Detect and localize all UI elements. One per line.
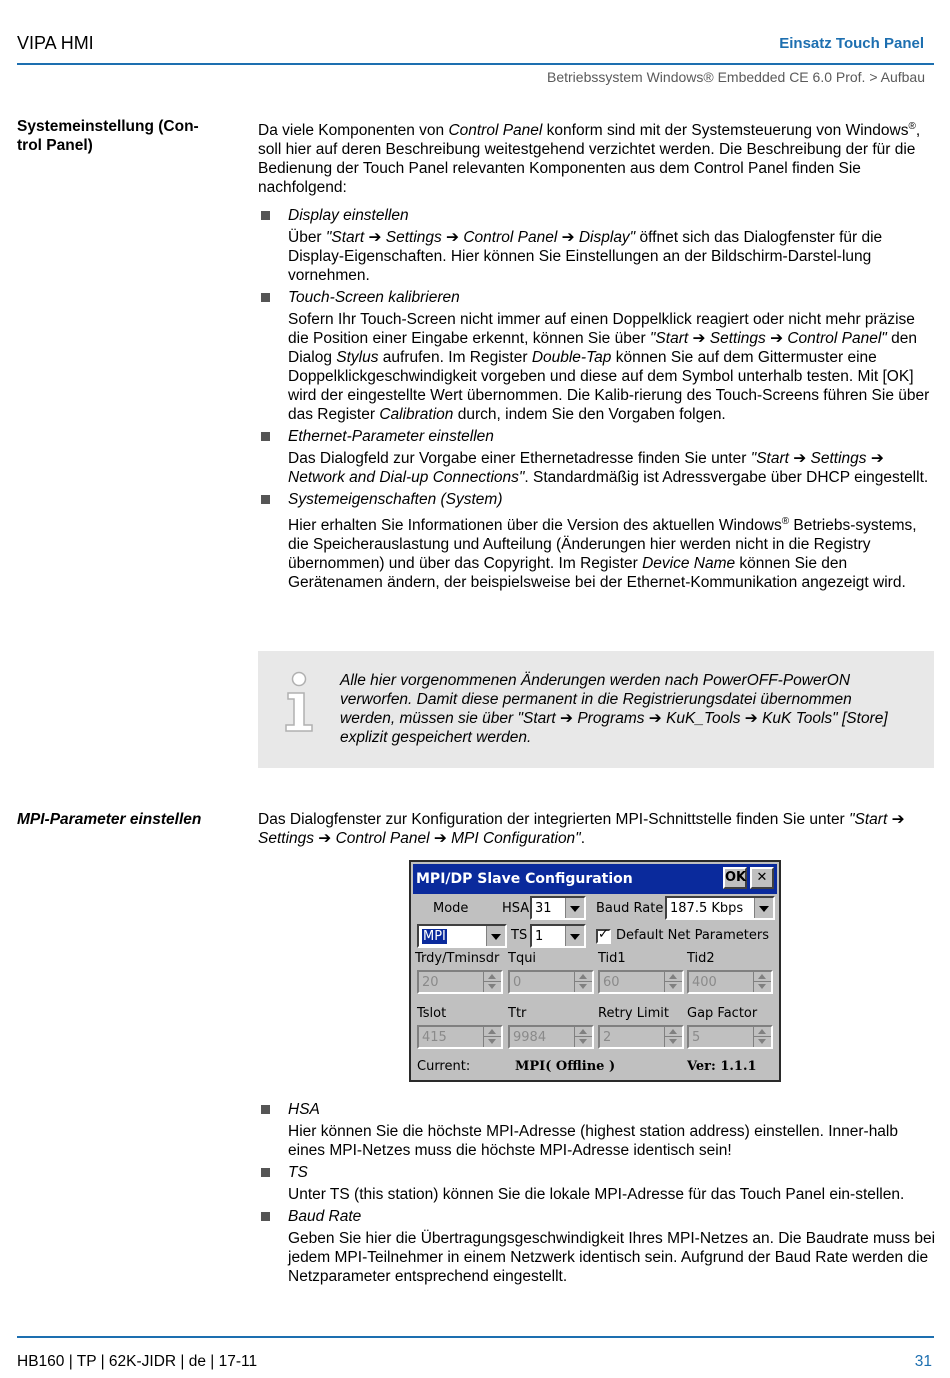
- mode-label: Mode: [433, 901, 469, 916]
- list-item: [258, 206, 936, 285]
- retry-limit-value: 2: [603, 1030, 612, 1045]
- chevron-down-icon[interactable]: [486, 926, 505, 946]
- tslot-label: Tslot: [417, 1006, 447, 1021]
- spin-arrows-icon[interactable]: [753, 1027, 771, 1047]
- spin-arrows-icon[interactable]: [574, 972, 592, 992]
- dialog-titlebar: [413, 864, 777, 894]
- default-net-parameters-checkbox[interactable]: [596, 929, 611, 944]
- baud-rate-select[interactable]: [665, 896, 775, 920]
- bullet-square-icon: [261, 211, 270, 220]
- list-item-text: Über "Start ➔ Settings ➔ Control Panel ➔ Display" öffnet sich das Dialogfenster für die Display-Eigenschaften. Hier können Sie Einstellungen an der Bildschirm-Darstel-lung vornehmen.: [288, 229, 883, 285]
- footer-rule: [17, 1336, 934, 1338]
- current-status: MPI( Offline ): [515, 1059, 616, 1074]
- spin-arrows-icon[interactable]: [664, 1027, 682, 1047]
- bullet-square-icon: [261, 1212, 270, 1221]
- list-item-title: Baud Rate: [288, 1208, 362, 1225]
- list-item-title: HSA: [288, 1101, 320, 1118]
- tid2-spinner[interactable]: [687, 970, 773, 994]
- gap-factor-spinner[interactable]: [687, 1025, 773, 1049]
- list-item-title: Systemeigenschaften (System): [288, 491, 503, 509]
- hsa-label: HSA: [502, 901, 530, 916]
- list-item-text: Hier können Sie die höchste MPI-Adresse (highest station address) einstellen. Inner-halb eines MPI-Netzes muss die höchste MPI-Adresse identisch sein!: [288, 1123, 898, 1159]
- section-heading-mpi: MPI-Parameter einstellen: [17, 811, 202, 828]
- gap-factor-label: Gap Factor: [687, 1006, 758, 1021]
- doc-title: VIPA HMI: [17, 33, 94, 53]
- list-item: [258, 427, 936, 487]
- mpi-config-dialog: [409, 860, 781, 1082]
- list-item-title: Display einstellen: [288, 207, 409, 225]
- list-item-title: Touch-Screen kalibrieren: [288, 289, 460, 307]
- current-label: Current:: [417, 1059, 471, 1074]
- tslot-spinner[interactable]: [417, 1025, 503, 1049]
- trdy-label: Trdy/Tminsdr: [415, 951, 500, 966]
- chevron-down-icon[interactable]: [565, 898, 584, 918]
- tid1-label: Tid1: [598, 951, 626, 966]
- tslot-value: 415: [422, 1030, 447, 1045]
- list-item-title: TS: [288, 1164, 308, 1181]
- intro-paragraph: Das Dialogfenster zur Konfiguration der integrierten MPI-Schnittstelle finden Sie unter "Start ➔ Settings ➔ Control Panel ➔ MPI Configuration".: [258, 811, 905, 847]
- breadcrumb: Betriebssystem Windows® Embedded CE 6.0 Prof. > Aufbau: [547, 69, 925, 85]
- bullet-square-icon: [261, 1168, 270, 1177]
- ttr-value: 9984: [513, 1030, 547, 1045]
- spin-arrows-icon[interactable]: [483, 1027, 501, 1047]
- list-item: [258, 1163, 936, 1204]
- list-item-title: Ethernet-Parameter einstellen: [288, 428, 494, 446]
- spin-arrows-icon[interactable]: [664, 972, 682, 992]
- tid1-spinner[interactable]: [598, 970, 684, 994]
- mpi-parameter-list: [258, 1092, 936, 1286]
- ttr-label: Ttr: [508, 1006, 527, 1021]
- ts-label: TS: [511, 928, 528, 943]
- tid2-value: 400: [692, 975, 717, 990]
- info-note: [258, 651, 934, 768]
- dialog-title: MPI/DP Slave Configuration: [416, 871, 633, 887]
- bullet-square-icon: [261, 1105, 270, 1114]
- spin-arrows-icon[interactable]: [483, 972, 501, 992]
- mpi-intro: [258, 810, 936, 848]
- list-item: [258, 1100, 936, 1160]
- baud-rate-value: 187.5 Kbps: [670, 901, 744, 916]
- hsa-select[interactable]: [530, 896, 586, 920]
- tqui-label: Tqui: [508, 951, 537, 966]
- list-item: [258, 1207, 936, 1286]
- ts-value: 1: [535, 929, 544, 944]
- retry-limit-spinner[interactable]: [598, 1025, 684, 1049]
- page-number: 31: [914, 1353, 932, 1370]
- spin-arrows-icon[interactable]: [574, 1027, 592, 1047]
- ok-button[interactable]: OK: [723, 867, 747, 889]
- info-icon: [282, 671, 316, 733]
- default-net-parameters-label: Default Net Parameters: [616, 928, 769, 943]
- tqui-spinner[interactable]: [508, 970, 594, 994]
- chevron-down-icon[interactable]: [565, 926, 584, 946]
- spin-arrows-icon[interactable]: [753, 972, 771, 992]
- list-item-text: Geben Sie hier die Übertragungsgeschwindigkeit Ihres MPI-Netzes an. Die Baudrate muss bei jedem MPI-Teilnehmer in einem Netzwerk identisch sein. Aufgrund der Baud Rate werden die Netzparameter entsprechend eingestellt.: [288, 1230, 936, 1285]
- list-item: [258, 288, 936, 424]
- bullet-square-icon: [261, 495, 270, 504]
- chapter-title: Einsatz Touch Panel: [779, 35, 924, 52]
- intro-paragraph: Da viele Komponenten von Control Panel konform sind mit der Systemsteuerung von Windows®, soll hier auf deren Beschreibung weitestgehend verzichtet werden. Die Beschreibung der für die Bedienung der Touch Panel relevanten Komponenten aus dem Control Panel finden Sie nachfolgend:: [258, 121, 921, 197]
- list-item-text: Unter TS (this station) können Sie die lokale MPI-Adresse für das Touch Panel ein-stellen.: [288, 1186, 905, 1203]
- trdy-value: 20: [422, 975, 439, 990]
- tid1-value: 60: [603, 975, 620, 990]
- baud-rate-label: Baud Rate: [596, 901, 664, 916]
- bullet-square-icon: [261, 432, 270, 441]
- heading-line: trol Panel): [17, 137, 93, 154]
- list-item-text: Das Dialogfeld zur Vorgabe einer Ethernetadresse finden Sie unter "Start ➔ Settings ➔ Network and Dial-up Connections". Standardmäßig ist Adressvergabe über DHCP eingestellt.: [288, 450, 929, 487]
- heading-line: Systemeinstellung (Con-: [17, 118, 199, 135]
- mode-select[interactable]: [417, 924, 507, 948]
- tid2-label: Tid2: [687, 951, 715, 966]
- ttr-spinner[interactable]: [508, 1025, 594, 1049]
- hsa-value: 31: [535, 901, 552, 916]
- retry-limit-label: Retry Limit: [598, 1006, 669, 1021]
- trdy-spinner[interactable]: [417, 970, 503, 994]
- bullet-square-icon: [261, 293, 270, 302]
- note-text: Alle hier vorgenommenen Änderungen werden nach PowerOFF-PowerON verworfen. Damit diese permanent in die Registrierungsdatei übernommen werden, müssen sie über "Start ➔ Programs ➔ KuK_Tools ➔ KuK Tools" [Store] explizit gespeichert werden.: [340, 672, 888, 746]
- header-rule: [17, 63, 934, 65]
- close-icon[interactable]: ✕: [750, 867, 774, 889]
- ts-select[interactable]: [530, 924, 586, 948]
- gap-factor-value: 5: [692, 1030, 701, 1045]
- version-label: Ver: 1.1.1: [687, 1059, 757, 1074]
- tqui-value: 0: [513, 975, 522, 990]
- footer-doc-id: HB160 | TP | 62K-JIDR | de | 17-11: [17, 1353, 258, 1370]
- section-body-control-panel: [258, 117, 936, 592]
- section-heading-control-panel: [17, 117, 237, 155]
- mode-value: MPI: [423, 929, 446, 944]
- list-item-text: Hier erhalten Sie Informationen über die Version des aktuellen Windows® Betriebs-systems, die Speicherauslastung und Aufteilung (Änderungen hier werden nicht in die Registry übernommen) und über das Copyright. Im Register Device Name können Sie den Gerätenamen ändern, der beispielsweise bei der Ethernet-Kommunikation angezeigt wird.: [288, 516, 917, 592]
- list-item: [258, 490, 936, 592]
- list-item-text: Sofern Ihr Touch-Screen nicht immer auf einen Doppelklick reagiert oder nicht mehr präzise die Position einer Eingabe erkennt, können Sie über "Start ➔ Settings ➔ Control Panel" den Dialog Stylus aufrufen. Im Register Double-Tap können Sie auf dem Gittermuster eine Doppelklickgeschwindigkeit vorgeben und diese auf dem Symbol unterhalb testen. Mit [OK] wird der eingestellte Wert übernommen. Die Kalib-rierung des Touch-Screens führen Sie über das Register Calibration durch, indem Sie den Vorgaben folgen.: [288, 311, 930, 424]
- chevron-down-icon[interactable]: [754, 898, 773, 918]
